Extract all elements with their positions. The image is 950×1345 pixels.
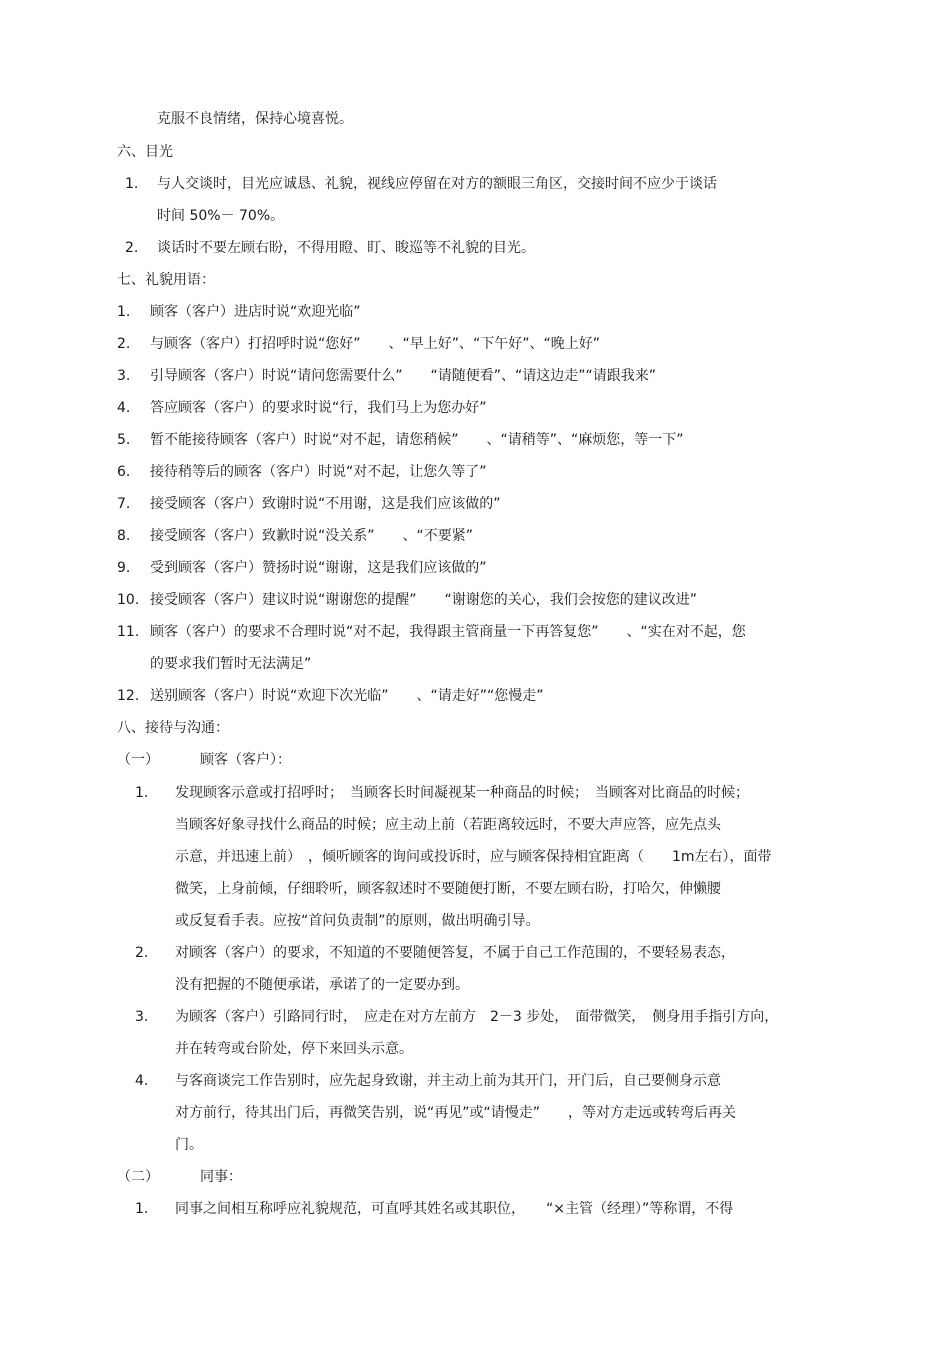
text-line: 引导顾客（客户）时说“请问您需要什么” “请随便看”、“请这边走”“请跟我来” [150,368,657,384]
list-number: 2. [117,336,131,352]
text-line: 顾客（客户）的要求不合理时说“对不起，我得跟主管商量一下再答复您” 、“实在对不起，您 [150,624,746,640]
text-line: 受到顾客（客户）赞扬时说“谢谢，这是我们应该做的” [150,560,487,576]
list-number: 7. [117,496,131,512]
text-line: 没有把握的不随便承诺，承诺了的一定要办到。 [175,977,469,993]
text-line: 接受顾客（客户）建议时说“谢谢您的提醒” “谢谢您的关心，我们会按您的建议改进” [150,592,698,608]
list-number: 1. [135,1201,149,1217]
subsection-number: （二） [117,1169,159,1185]
section-heading: 六、目光 [117,144,173,160]
text-line: 答应顾客（客户）的要求时说“行，我们马上为您办好” [150,400,487,416]
list-number: 12. [117,688,140,704]
list-number: 1. [135,785,149,801]
text-line: 对方前行，待其出门后，再微笑告别，说“再见”或“请慢走” ，等对方走远或转弯后再关 [175,1105,737,1121]
text-line: 接受顾客（客户）致歉时说“没关系” 、“不要紧” [150,528,474,544]
text-line: 门。 [175,1137,203,1153]
text-line: 或反复看手表。应按“首问负责制”的原则，做出明确引导。 [175,913,540,929]
text-line: 时间 50%－ 70%。 [157,208,285,224]
text-line: 谈话时不要左顾右盼，不得用瞪、盯、睃巡等不礼貌的目光。 [157,240,535,256]
subsection-heading: 同事： [200,1169,242,1185]
text-line: 与客商谈完工作告别时，应先起身致谢，并主动上前为其开门，开门后，自己要侧身示意 [175,1073,721,1089]
list-number: 10. [117,592,140,608]
subsection-number: （一） [117,752,159,768]
list-number: 4. [117,400,131,416]
list-number: 5. [117,432,131,448]
list-number: 2. [125,240,139,256]
list-number: 4. [135,1073,149,1089]
section-heading: 八、接待与沟通： [117,720,229,736]
text-line: 微笑，上身前倾，仔细聆听，顾客叙述时不要随便打断，不要左顾右盼，打哈欠，伸懒腰 [175,881,721,897]
list-number: 11. [117,624,140,640]
text-line: 送别顾客（客户）时说“欢迎下次光临” 、“请走好”“您慢走” [150,688,544,704]
list-number: 3. [117,368,131,384]
list-number: 9. [117,560,131,576]
text-line: 同事之间相互称呼应礼貌规范，可直呼其姓名或其职位， “×主管（经理）”等称谓，不得 [175,1201,734,1217]
text-line: 与顾客（客户）打招呼时说“您好” 、“早上好”、“下午好”、“晚上好” [150,336,601,352]
text-line: 接待稍等后的顾客（客户）时说“对不起，让您久等了” [150,464,487,480]
list-number: 2. [135,945,149,961]
text-line: 为顾客（客户）引路同行时， 应走在对方左前方 2－3 步处， 面带微笑， 侧身用手指引方向， [175,1009,779,1025]
list-number: 8. [117,528,131,544]
list-number: 6. [117,464,131,480]
list-number: 3. [135,1009,149,1025]
section-heading: 七、礼貌用语： [117,272,215,288]
text-line: 顾客（客户）进店时说“欢迎光临” [150,304,361,320]
subsection-heading: 顾客（客户）： [200,752,291,768]
text-line: 并在转弯或台阶处，停下来回头示意。 [175,1041,413,1057]
text-line: 与人交谈时，目光应诚恳、礼貌，视线应停留在对方的额眼三角区，交接时间不应少于谈话 [157,176,717,192]
text-line: 当顾客好象寻找什么商品的时候；应主动上前（若距离较远时，不要大声应答，应先点头 [175,817,721,833]
list-number: 1. [125,176,139,192]
text-line: 克服不良情绪，保持心境喜悦。 [157,111,353,127]
text-line: 的要求我们暂时无法满足” [150,656,312,672]
list-number: 1. [117,304,131,320]
text-line: 对顾客（客户）的要求，不知道的不要随便答复，不属于自己工作范围的，不要轻易表态， [175,945,735,961]
text-line: 示意，并迅速上前） ，倾听顾客的询问或投诉时，应与顾客保持相宜距离（ 1m左右），面带 [175,849,772,865]
text-line: 暂不能接待顾客（客户）时说“对不起，请您稍候” 、“请稍等”、“麻烦您，等一下” [150,432,684,448]
text-line: 发现顾客示意或打招呼时； 当顾客长时间凝视某一种商品的时候； 当顾客对比商品的时候； [175,785,749,801]
text-line: 接受顾客（客户）致谢时说“不用谢，这是我们应该做的” [150,496,501,512]
